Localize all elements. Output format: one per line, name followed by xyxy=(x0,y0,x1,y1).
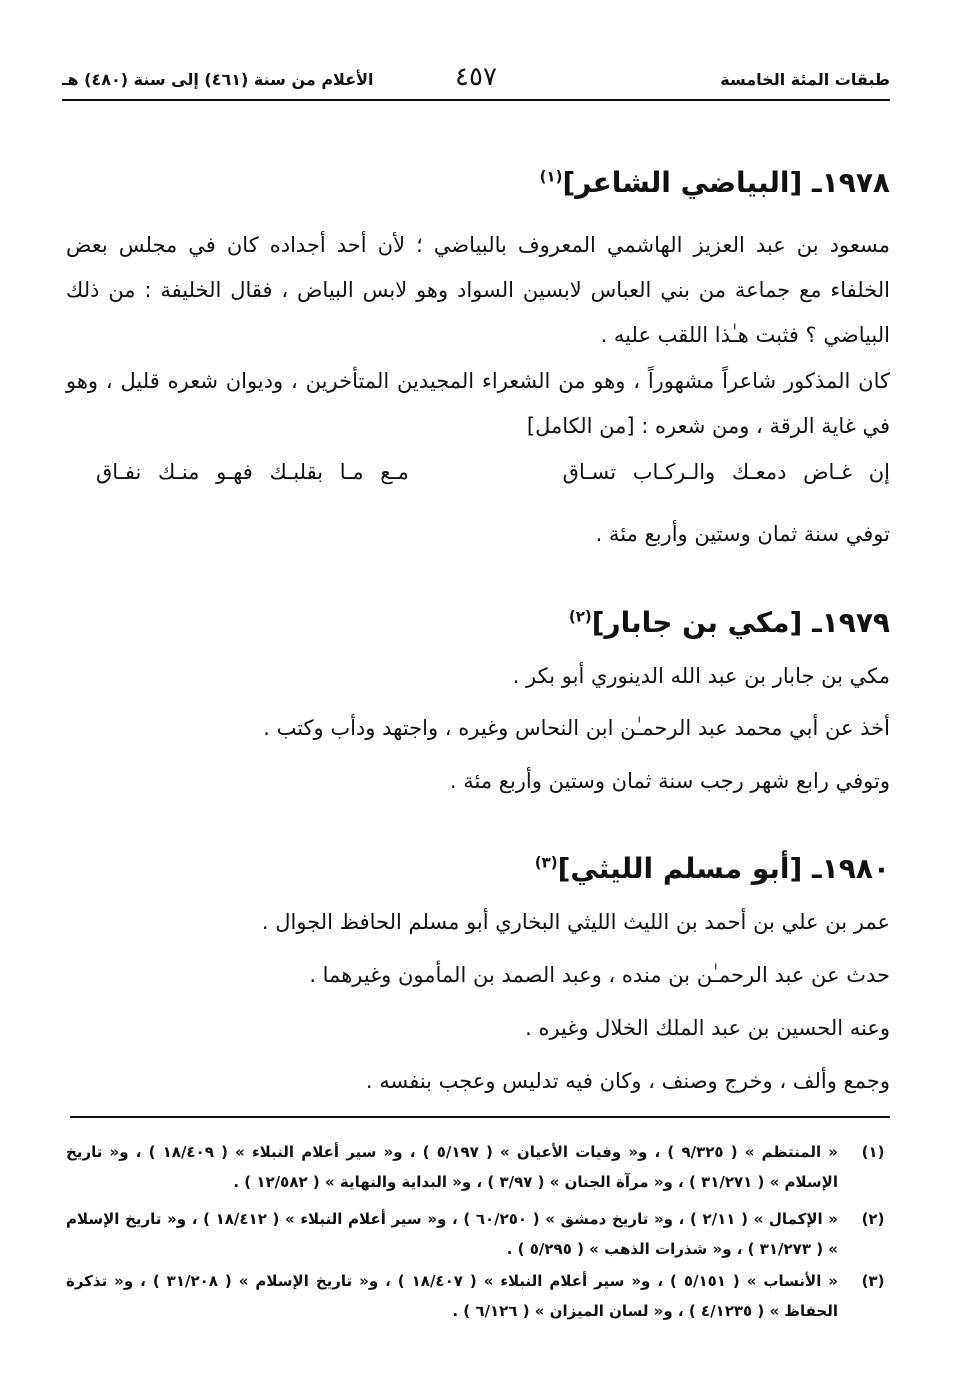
entry-paragraph: كان المذكور شاعراً مشهوراً ، وهو من الشعراء المجيدين المتأخرين ، وديوان شعره قليل ، وهو في غاية الرقة ، ومن شعره : [من الكامل] xyxy=(66,369,890,438)
page-number: ٤٥٧ xyxy=(455,62,497,92)
footnote-text: « الإكمال » ( ٢/١١ ) ، و« تاريخ دمشق » ( ٦٠/٢٥٠ ) ، و« سير أعلام النبلاء » ( ١٨/٤١٢ ) ، و« تاريخ الإسلام » ( ٣١/٢٧٣ ) ، و« شذرات الذهب » ( ٥/٢٩٥ ) . xyxy=(66,1210,838,1258)
entry-heading xyxy=(569,606,890,639)
footnote xyxy=(66,1266,890,1326)
entry-line: حدث عن عبد الرحمـٰن بن منده ، وعبد الصمد بن المأمون وغيرهما . xyxy=(309,963,890,987)
entry-line: مكي بن جابار بن عبد الله الدينوري أبو بكر . xyxy=(512,664,890,688)
header-range-title: الأعلام من سنة (٤٦١) إلى سنة (٤٨٠) هـ xyxy=(62,70,374,89)
entry-title: ١٩٨٠ـ [أبو مسلم الليثي] xyxy=(557,852,890,885)
verse-first-hemistich: إن غـاض دمعـك والـركـاب تسـاق xyxy=(562,460,890,484)
entry-title: ١٩٧٩ـ [مكي بن جابار] xyxy=(591,606,890,639)
header-divider xyxy=(62,99,890,101)
footnote xyxy=(66,1137,890,1197)
footnote-text: « الأنساب » ( ٥/١٥١ ) ، و« سير أعلام النبلاء » ( ١٨/٤٠٧ ) ، و« تاريخ الإسلام » ( ٣١/٢٠٨ ) ، و« تذكرة الحفاظ » ( ٤/١٢٣٥ ) ، و« لسان الميزان » ( ٦/١٢٦ ) . xyxy=(66,1272,838,1320)
footnote-divider xyxy=(70,1116,890,1118)
footnote xyxy=(66,1204,890,1264)
entry-line: عمر بن علي بن أحمد بن الليث الليثي البخاري أبو مسلم الحافظ الجوال . xyxy=(261,910,890,934)
footnote-number: (٢) xyxy=(861,1210,885,1228)
entry-heading xyxy=(540,166,890,199)
entry-paragraph: مسعود بن عبد العزيز الهاشمي المعروف بالبياضي ؛ لأن أحد أجداده كان في مجلس بعض الخلفاء مع جماعة من بني العباس لابسين السواد وهو لابس البياض ، فقال الخليفة : من ذلك البياضي ؟ فثبت هـٰذا اللقب عليه . xyxy=(66,233,890,347)
footnote-marker: (٣) xyxy=(534,853,558,872)
footnote-number: (٣) xyxy=(861,1272,885,1290)
entry-line: وجمع وألف ، وخرج وصنف ، وكان فيه تدليس وعجب بنفسه . xyxy=(365,1069,890,1093)
footnote-number: (١) xyxy=(861,1143,885,1161)
running-header xyxy=(62,62,890,96)
verse-second-hemistich: مـع مـا بقلبـك فهـو منـك نفـاق xyxy=(96,460,409,484)
entry-line: وتوفي رابع شهر رجب سنة ثمان وستين وأربع مئة . xyxy=(449,769,890,793)
entry-line: وعنه الحسين بن عبد الملك الخلال وغيره . xyxy=(525,1016,890,1040)
poem-verse xyxy=(96,460,890,500)
entry-heading xyxy=(535,852,890,885)
entry-title: ١٩٧٨ـ [البياضي الشاعر] xyxy=(562,166,890,199)
footnote-marker: (١) xyxy=(539,167,563,186)
footnote-marker: (٢) xyxy=(568,607,592,626)
entry-line: أخذ عن أبي محمد عبد الرحمـٰن ابن النحاس وغيره ، واجتهد ودأب وكتب . xyxy=(263,716,890,740)
header-section-title: طبقات المئة الخامسة xyxy=(720,70,890,89)
footnote-text: « المنتظم » ( ٩/٣٢٥ ) ، و« وفيات الأعيان » ( ٥/١٩٧ ) ، و« سير أعلام النبلاء » ( ١٨/٤٠٩ ) ، و« تاريخ الإسلام » ( ٣١/٢٧١ ) ، و« مرآة الجنان » ( ٣/٩٧ ) ، و« البداية والنهاية » ( ١٢/٥٨٢ ) . xyxy=(66,1143,838,1191)
entry-line: توفي سنة ثمان وستين وأربع مئة . xyxy=(595,522,890,546)
